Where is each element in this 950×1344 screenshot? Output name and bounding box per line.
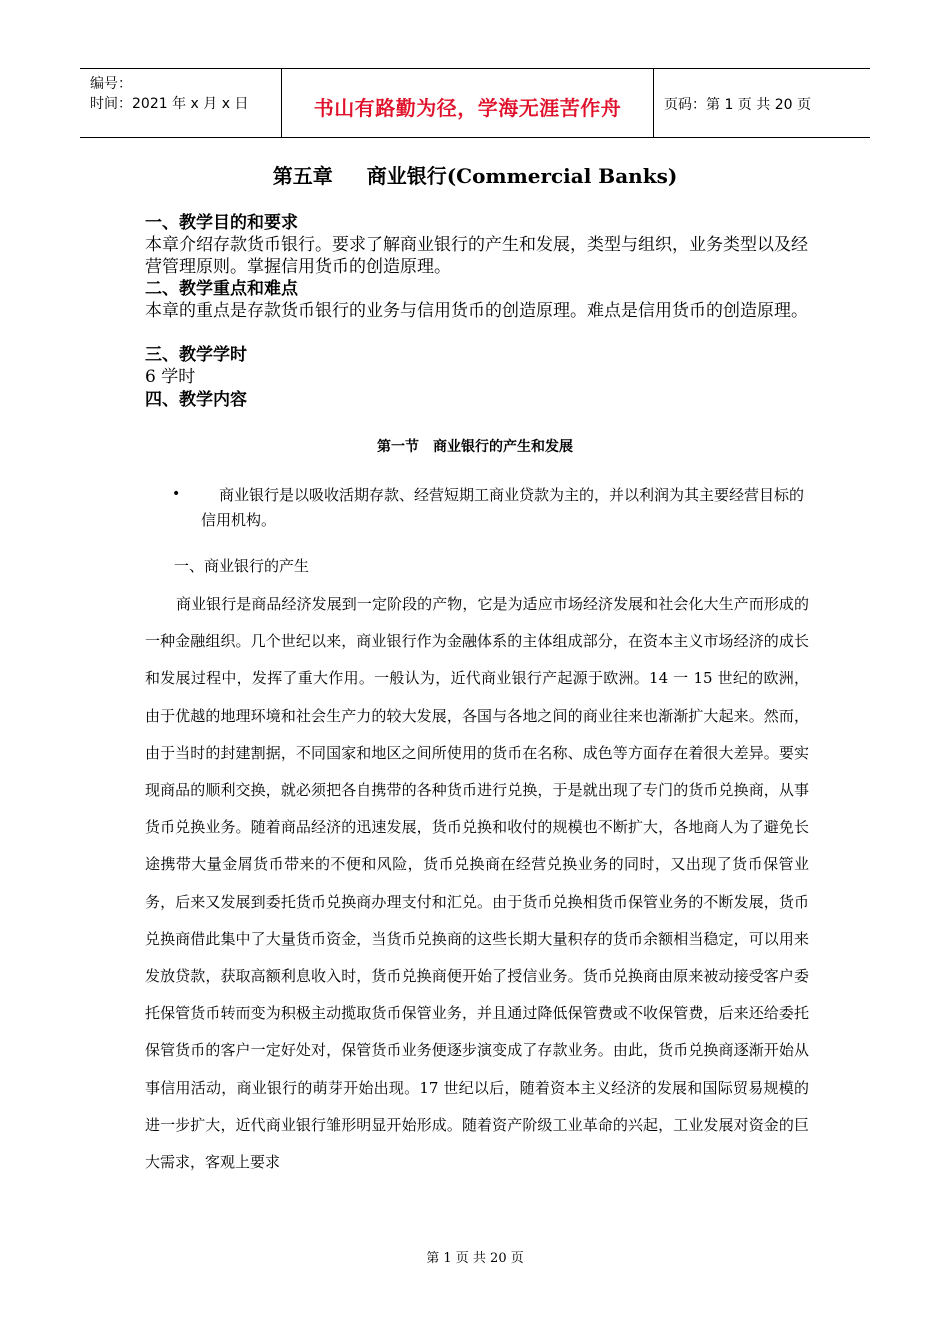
key-points-text: 本章的重点是存款货币银行的业务与信用货币的创造原理。难点是信用货币的创造原理。 [145, 301, 808, 321]
header-page-info: 页码：第 1 页 共 20 页 [664, 97, 811, 113]
chapter-number: 第五章 [272, 164, 333, 188]
definition-bullet: 商业银行是以吸收活期存款、经营短期工商业贷款为主的，并以利润为其主要经营目标的信用机构。 [201, 486, 805, 529]
teaching-content-heading: 四、教学内容 [145, 390, 247, 410]
header-right-cell [654, 69, 870, 137]
document-number-label: 编号： [90, 76, 132, 92]
header-middle-cell [282, 69, 654, 137]
page-footer: 第 1 页 共 20 页 [426, 1251, 524, 1266]
page-header [80, 68, 870, 138]
section-name: 商业银行的产生和发展 [433, 439, 573, 455]
teaching-hours-heading: 三、教学学时 [145, 345, 247, 365]
section-title [0, 436, 950, 456]
key-points-heading: 二、教学重点和难点 [145, 279, 298, 299]
document-date: 时间：2021 年 x 月 x 日 [90, 96, 249, 112]
subsection-heading: 一、商业银行的产生 [174, 557, 310, 575]
body-paragraph: 商业银行是商品经济发展到一定阶段的产物，它是为适应市场经济发展和社会化大生产而形成的一种金融组织。几个世纪以来，商业银行作为金融体系的主体组成部分，在资本主义市场经济的成长和发展过程中，发挥了重大作用。一般认为，近代商业银行产起源于欧洲。14 一 15 世纪的欧洲，由于优越的地理环境和社会生产力的较大发展，各国与各地之间的商业往来也渐渐扩大起来。然而，由于当时的封建割据，不同国家和地区之间所使用的货币在名称、成色等方面存在着很大差异。要实现商品的顺利交换，就必须把各自携带的各种货币进行兑换，于是就出现了专门的货币兑换商，从事货币兑换业务。随着商品经济的迅速发展，货币兑换和收付的规模也不断扩大，各地商人为了避免长途携带大量金屑货币带来的不便和风险，货币兑换商在经营兑换业务的同时，又出现了货币保管业务，后来又发展到委托货币兑换商办理支付和汇兑。由于货币兑换相货币保管业务的不断发展，货币兑换商借此集中了大量货币资金，当货币兑换商的这些长期大量积存的货币余额相当稳定，可以用来发放贷款，获取高额利息收入时，货币兑换商便开始了授信业务。货币兑换商由原来被动接受客户委托保管货币转而变为积极主动揽取货币保管业务，并且通过降低保管费或不收保管费，后来还给委托保管货币的客户一定好处对，保管货币业务便逐步演变成了存款业务。由此，货币兑换商逐渐开始从事信用活动，商业银行的萌芽开始出现。17 世纪以后，随着资本主义经济的发展和国际贸易规模的进一步扩大，近代商业银行雏形明显开始形成。随着资产阶级工业革命的兴起，工业发展对资金的巨大需求，客观上要求 [145, 595, 809, 1172]
header-motto: 书山有路勤为径，学海无涯苦作舟 [313, 96, 622, 120]
chapter-name: 商业银行(Commercial Banks) [366, 164, 678, 188]
teaching-hours-text: 6 学时 [145, 367, 196, 387]
header-left-cell [80, 69, 282, 137]
objectives-text: 本章介绍存款货币银行。要求了解商业银行的产生和发展，类型与组织，业务类型以及经营管理原则。掌握信用货币的创造原理。 [145, 235, 808, 277]
chapter-title [0, 160, 950, 189]
bullet-symbol: • [172, 486, 181, 502]
section-number: 第一节 [377, 439, 419, 455]
objectives-heading: 一、教学目的和要求 [145, 213, 298, 233]
